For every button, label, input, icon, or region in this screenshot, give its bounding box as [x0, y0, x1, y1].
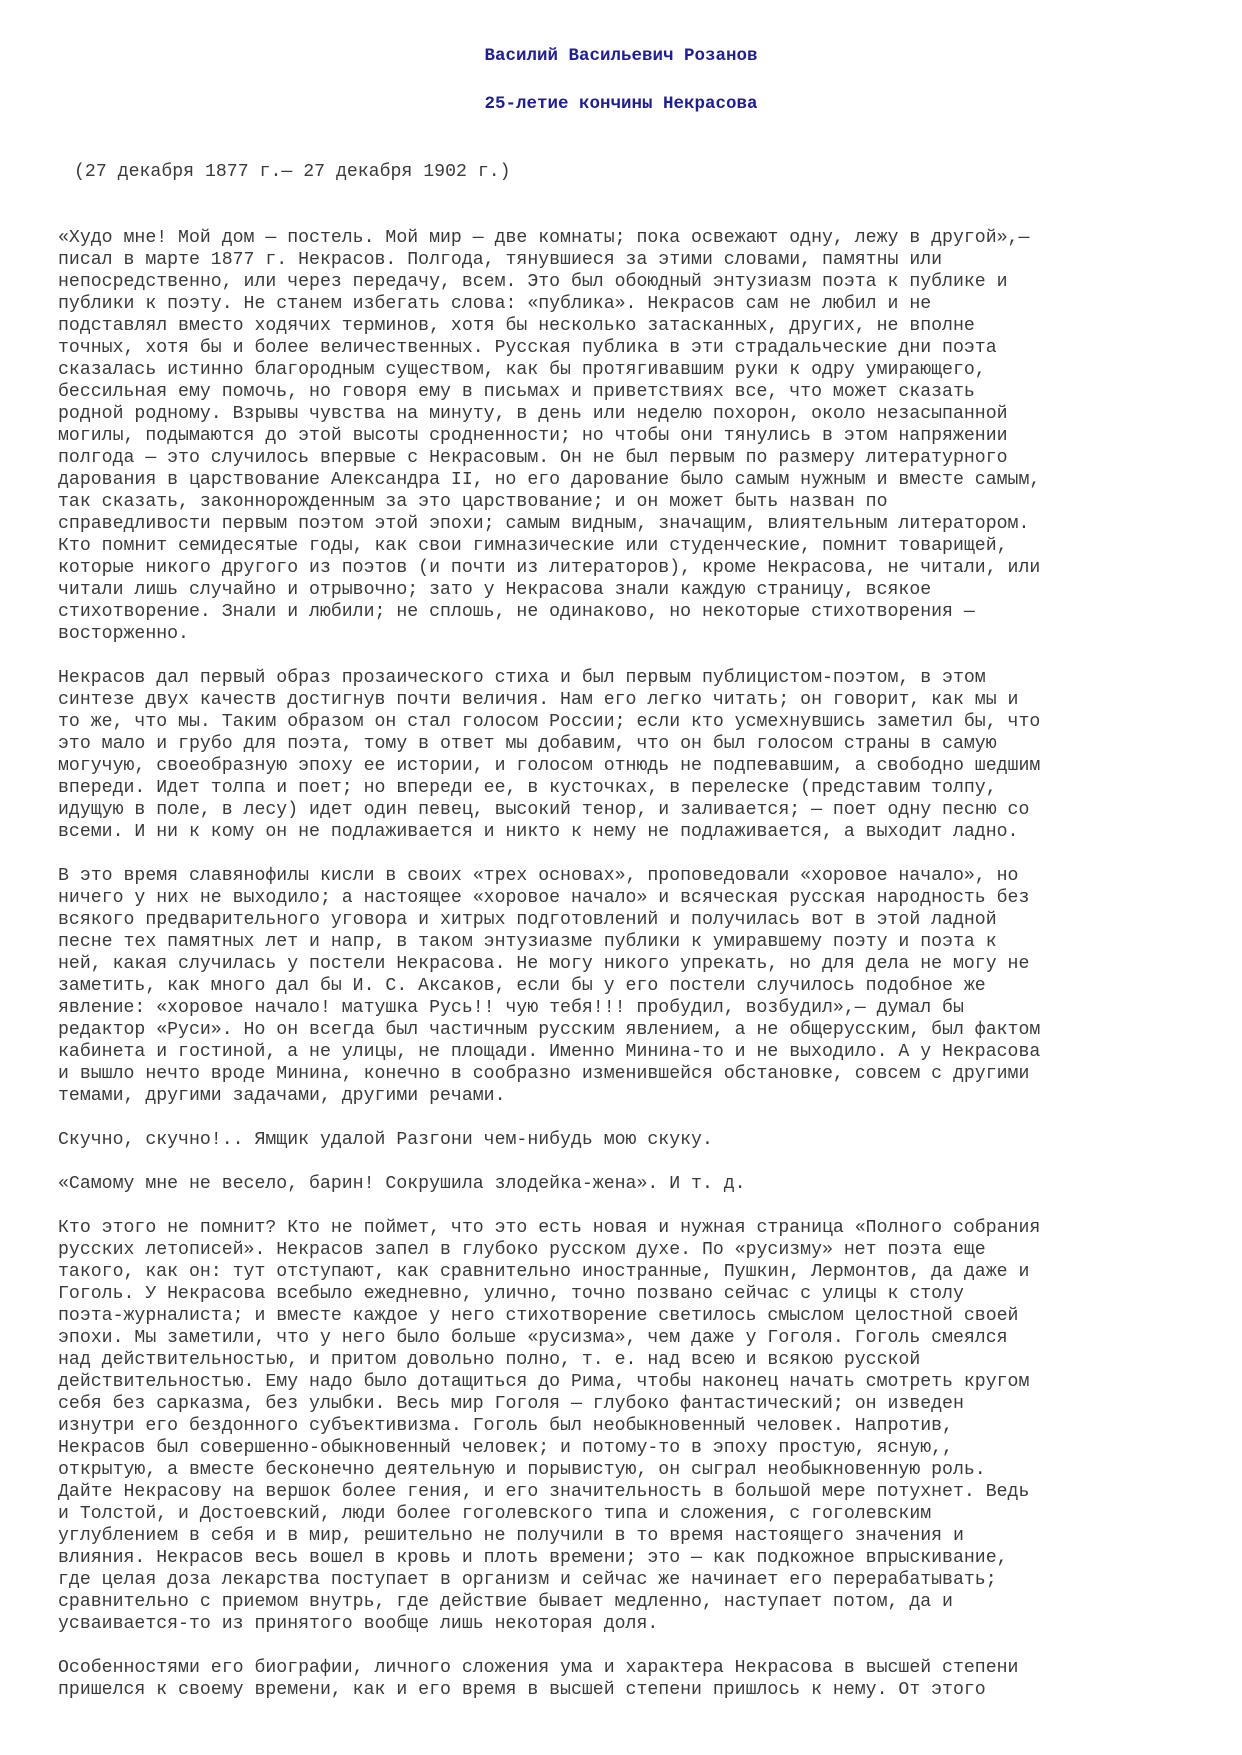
- text-line: всеми. И ни к кому он не подлаживается и никто к нему не подлаживается, а выходит ладно.: [58, 822, 1019, 842]
- dates-subtitle: (27 декабря 1877 г.— 27 декабря 1902 г.): [74, 162, 511, 182]
- text-line: усваивается-то из принятого вообще лишь некоторая доля.: [58, 1614, 659, 1634]
- paragraph: [58, 667, 1208, 843]
- text-line: где целая доза лекарства поступает в организм и сейчас же начинает его перерабатывать;: [58, 1570, 997, 1590]
- text-line: стихотворение. Знали и любили; не сплошь, не одинаково, но некоторые стихотворения —: [58, 602, 975, 622]
- text-line: ничего у них не выходило; а настоящее «хоровое начало» и всяческая русская народность без: [58, 888, 1030, 908]
- text-line: подставлял вместо ходячих терминов, хотя бы несколько затасканных, других, не вполне: [58, 316, 975, 336]
- text-line: и Толстой, и Достоевский, люди более гоголевского типа и сложения, с гоголевским: [58, 1504, 932, 1524]
- text-line: темами, другими задачами, другими речами.: [58, 1086, 506, 1106]
- text-line: Особенностями его биографии, личного сложения ума и характера Некрасова в высшей степени: [58, 1658, 1019, 1678]
- text-line: идущую в поле, в лесу) идет один певец, высокий тенор, и заливается; — поет одну песню со: [58, 800, 1030, 820]
- text-line: могучую, своеобразную эпоху ее истории, и голосом отнюдь не подпевавшим, а свободно шедшим: [58, 756, 1041, 776]
- text-line: это мало и грубо для поэта, тому в ответ мы добавим, что он был голосом страны в самую: [58, 734, 997, 754]
- paragraph: [58, 227, 1208, 645]
- paragraph: [58, 1173, 1208, 1195]
- text-line: то же, что мы. Таким образом он стал голосом России; если кто усмехнувшись заметил бы, что: [58, 712, 1041, 732]
- body-text: [58, 227, 1208, 1723]
- text-line: точных, хотя бы и более величественных. Русская публика в эти страдальческие дни поэта: [58, 338, 997, 358]
- text-line: углублением в себя и в мир, решительно не получили в то время настоящего значения и: [58, 1526, 964, 1546]
- paragraph: [58, 1129, 1208, 1151]
- text-line: восторженно.: [58, 624, 189, 644]
- text-line: полгода — это случилось впервые с Некрасовым. Он не был первым по размеру литературного: [58, 448, 1008, 468]
- text-line: эпохи. Мы заметили, что у него было больше «русизма», чем даже у Гоголя. Гоголь смеялся: [58, 1328, 1008, 1348]
- text-line: читали лишь случайно и отрывочно; зато у Некрасова знали каждую страницу, всякое: [58, 580, 932, 600]
- text-line: которые никого другого из поэтов (и почти из литераторов), кроме Некрасова, не читали, или: [58, 558, 1041, 578]
- text-line: и вышло нечто вроде Минина, конечно в сообразно изменившейся обстановке, совсем с другими: [58, 1064, 1030, 1084]
- text-line: непосредственно, или через передачу, всем. Это был обоюдный энтузиазм поэта к публике и: [58, 272, 1008, 292]
- text-line: ней, какая случилась у постели Некрасова. Не могу никого упрекать, но для дела не могу не: [58, 954, 1030, 974]
- text-line: пришелся к своему времени, как и его время в высшей степени пришлось к нему. От этого: [58, 1680, 986, 1700]
- text-line: Некрасов дал первый образ прозаического стиха и был первым публицистом-поэтом, в этом: [58, 668, 986, 688]
- text-line: Гоголь. У Некрасова всебыло ежедневно, улично, точно позвано сейчас с улицы к столу: [58, 1284, 964, 1304]
- text-line: сказалась истинно благородным существом, как бы протягивавшим руки к одру умирающего,: [58, 360, 986, 380]
- text-line: влияния. Некрасов весь вошел в кровь и плоть времени; это — как подкожное впрыскивание,: [58, 1548, 1008, 1568]
- text-line: Некрасов был совершенно-обыкновенный человек; и потому-то в эпоху простую, ясную,,: [58, 1438, 953, 1458]
- text-line: Скучно, скучно!.. Ямщик удалой Разгони чем-нибудь мою скуку.: [58, 1130, 713, 1150]
- document-title: 25-летие кончины Некрасова: [484, 94, 758, 114]
- text-line: русских летописей». Некрасов запел в глубоко русском духе. По «русизму» нет поэта еще: [58, 1240, 986, 1260]
- text-line: себя без сарказма, без улыбки. Весь мир Гоголя — глубоко фантастический; он изведен: [58, 1394, 964, 1414]
- text-line: публики к поэту. Не станем избегать слова: «публика». Некрасов сам не любил и не: [58, 294, 932, 314]
- text-line: сравнительно с приемом внутрь, где действие бывает медленно, наступает потом, да и: [58, 1592, 953, 1612]
- text-line: В это время славянофилы кисли в своих «трех основах», проповедовали «хоровое начало», но: [58, 866, 1019, 886]
- text-line: такого, как он: тут отступают, как сравнительно иностранные, Пушкин, Лермонтов, да даже и: [58, 1262, 1030, 1282]
- text-line: «Худо мне! Мой дом — постель. Мой мир — две комнаты; пока освежают одну, лежу в другой»,—: [58, 228, 1030, 248]
- text-line: песне тех памятных лет и напр, в таком энтузиазме публики к умиравшему поэту и поэта к: [58, 932, 997, 952]
- text-line: кабинета и гостиной, а не улицы, не площади. Именно Минина-то и не выходило. А у Некрасова: [58, 1042, 1041, 1062]
- text-line: Дайте Некрасову на вершок более гения, и его значительность в большой мере потухнет. Ведь: [58, 1482, 1030, 1502]
- paragraph: [58, 865, 1208, 1107]
- text-line: справедливости первым поэтом этой эпохи; самым видным, значащим, влиятельным литератором.: [58, 514, 1030, 534]
- text-line: изнутри его бездонного субъективизма. Гоголь был необыкновенный человек. Напротив,: [58, 1416, 953, 1436]
- text-line: Кто помнит семидесятые годы, как свои гимназические или студенческие, помнит товарищей,: [58, 536, 1008, 556]
- text-line: всякого предварительного уговора и хитрых подготовлений и получилась вот в этой ладной: [58, 910, 997, 930]
- paragraph: [58, 1217, 1208, 1635]
- text-line: могилы, подымаются до этой высоты сродненности; но чтобы они тянулись в этом напряжении: [58, 426, 1008, 446]
- text-line: дарования в царствование Александра II, но его дарование было самым нужным и вместе самым,: [58, 470, 1041, 490]
- text-line: открытую, а вместе бесконечно деятельную и порывистую, он сыграл необыкновенную роль.: [58, 1460, 986, 1480]
- text-line: явление: «хоровое начало! матушка Русь!! чую тебя!!! пробудил, возбудил»,— думал бы: [58, 998, 964, 1018]
- text-line: впереди. Идет толпа и поет; но впереди ее, в кусточках, в перелеске (представим толпу,: [58, 778, 997, 798]
- text-line: писал в марте 1877 г. Некрасов. Полгода, тянувшиеся за этими словами, памятны или: [58, 250, 943, 270]
- author-name: Василий Васильевич Розанов: [484, 46, 758, 66]
- text-line: действительностью. Ему надо было дотащиться до Рима, чтобы наконец начать смотреть кругом: [58, 1372, 1030, 1392]
- text-line: редактор «Руси». Но он всегда был частичным русским явлением, а не общерусским, был фактом: [58, 1020, 1041, 1040]
- text-line: бессильная ему помочь, но говоря ему в письмах и приветствиях все, что может сказать: [58, 382, 975, 402]
- text-line: так сказать, законнорожденным за это царствование; и он может быть назван по: [58, 492, 888, 512]
- text-line: синтезе двух качеств достигнув почти величия. Нам его легко читать; он говорит, как мы и: [58, 690, 1019, 710]
- text-line: родной родному. Взрывы чувства на минуту, в день или неделю похорон, около незасыпанной: [58, 404, 1008, 424]
- text-line: поэта-журналиста; и вместе каждое у него стихотворение светилось смыслом целостной своей: [58, 1306, 1019, 1326]
- paragraph: [58, 1657, 1208, 1701]
- text-line: заметить, как много дал бы И. С. Аксаков, если бы у его постели случилось подобное же: [58, 976, 986, 996]
- text-line: Кто этого не помнит? Кто не поймет, что это есть новая и нужная страница «Полного собрания: [58, 1218, 1041, 1238]
- text-line: над действительностью, и притом довольно полно, т. е. над всею и всякою русской: [58, 1350, 921, 1370]
- text-line: «Самому мне не весело, барин! Сокрушила злодейка-жена». И т. д.: [58, 1174, 746, 1194]
